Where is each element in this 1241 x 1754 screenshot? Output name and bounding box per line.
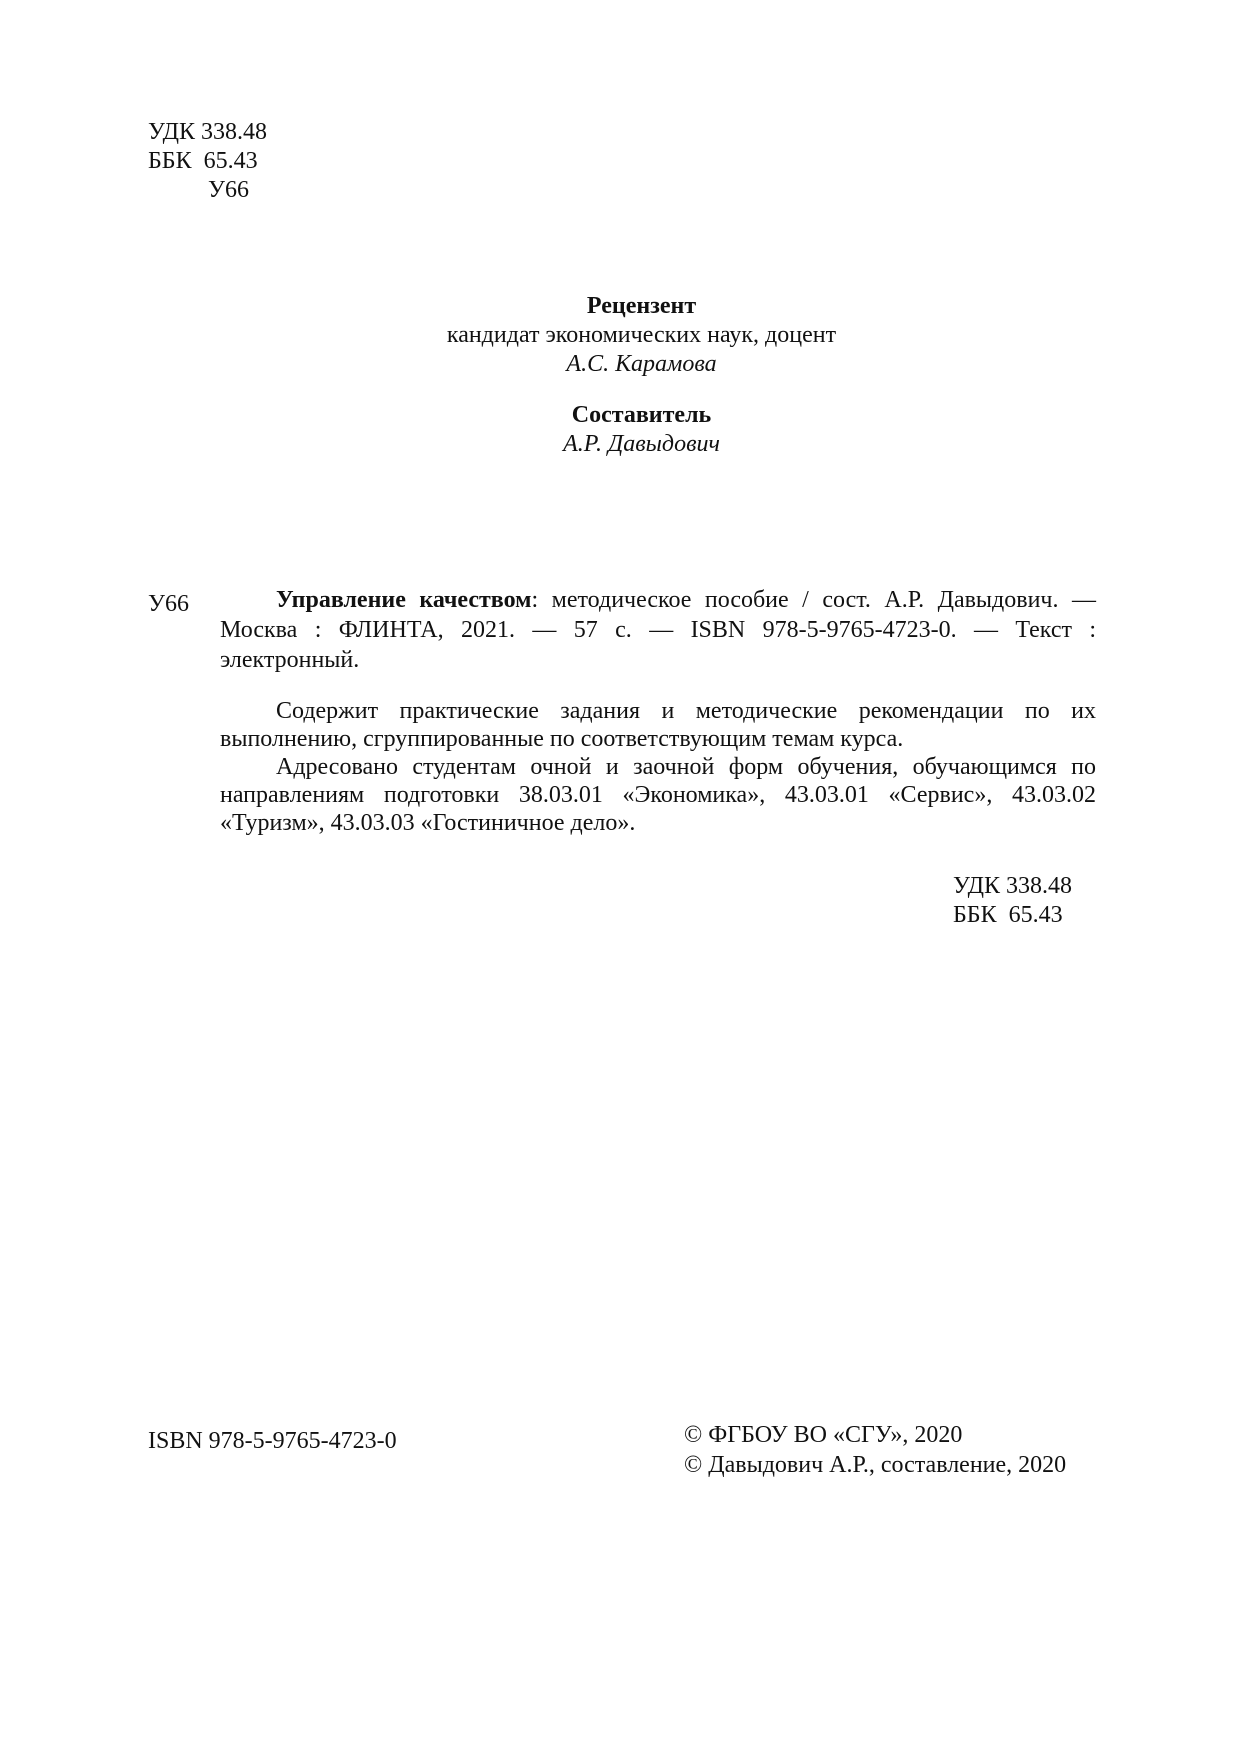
compiler-block xyxy=(0,401,1241,459)
bbk-code-bottom: ББК 65.43 xyxy=(953,902,1063,928)
reviewer-heading: Рецензент xyxy=(586,293,697,319)
copyright-institution: © ФГБОУ ВО «СГУ», 2020 xyxy=(684,1422,963,1448)
reviewer-title: кандидат экономических наук, доцент xyxy=(446,322,837,348)
reviewer-block xyxy=(0,292,1241,379)
catalog-code: У66 xyxy=(148,591,189,617)
book-title: Управление качеством xyxy=(276,587,532,613)
annotation-paragraph-2: Адресовано студентам очной и заочной форм обучения, обучающимся по направлениям подготовки 38.03.01 «Экономика», 43.03.01 «Сервис», 43.03.02 «Туризм», 43.03.03 «Гостиничное дело». xyxy=(220,754,1096,836)
udk-code: УДК 338.48 xyxy=(148,119,267,145)
compiler-name: А.Р. Давыдович xyxy=(563,431,720,457)
reviewer-name: А.С. Карамова xyxy=(566,351,717,377)
classification-header xyxy=(148,118,267,205)
isbn: ISBN 978-5-9765-4723-0 xyxy=(148,1428,397,1454)
udk-code-bottom: УДК 338.48 xyxy=(953,873,1072,899)
annotation xyxy=(220,697,1096,837)
copyright-author: © Давыдович А.Р., составление, 2020 xyxy=(684,1452,1067,1478)
author-sign: У66 xyxy=(208,177,249,203)
catalog-entry xyxy=(220,585,1096,675)
annotation-paragraph-1: Содержит практические задания и методические рекомендации по их выполнению, сгруппированные по соответствующим темам курса. xyxy=(220,698,1096,752)
copyright-block xyxy=(684,1420,1066,1480)
book-description: : методическое пособие / сост. А.Р. Давыдович. — Москва : ФЛИНТА, 2021. — 57 с. — ISBN 978-5-9765-4723-0. — Текст : электронный. xyxy=(220,587,1096,673)
classification-footer xyxy=(953,872,1072,930)
bbk-code: ББК 65.43 xyxy=(148,148,258,174)
compiler-heading: Составитель xyxy=(571,402,712,428)
